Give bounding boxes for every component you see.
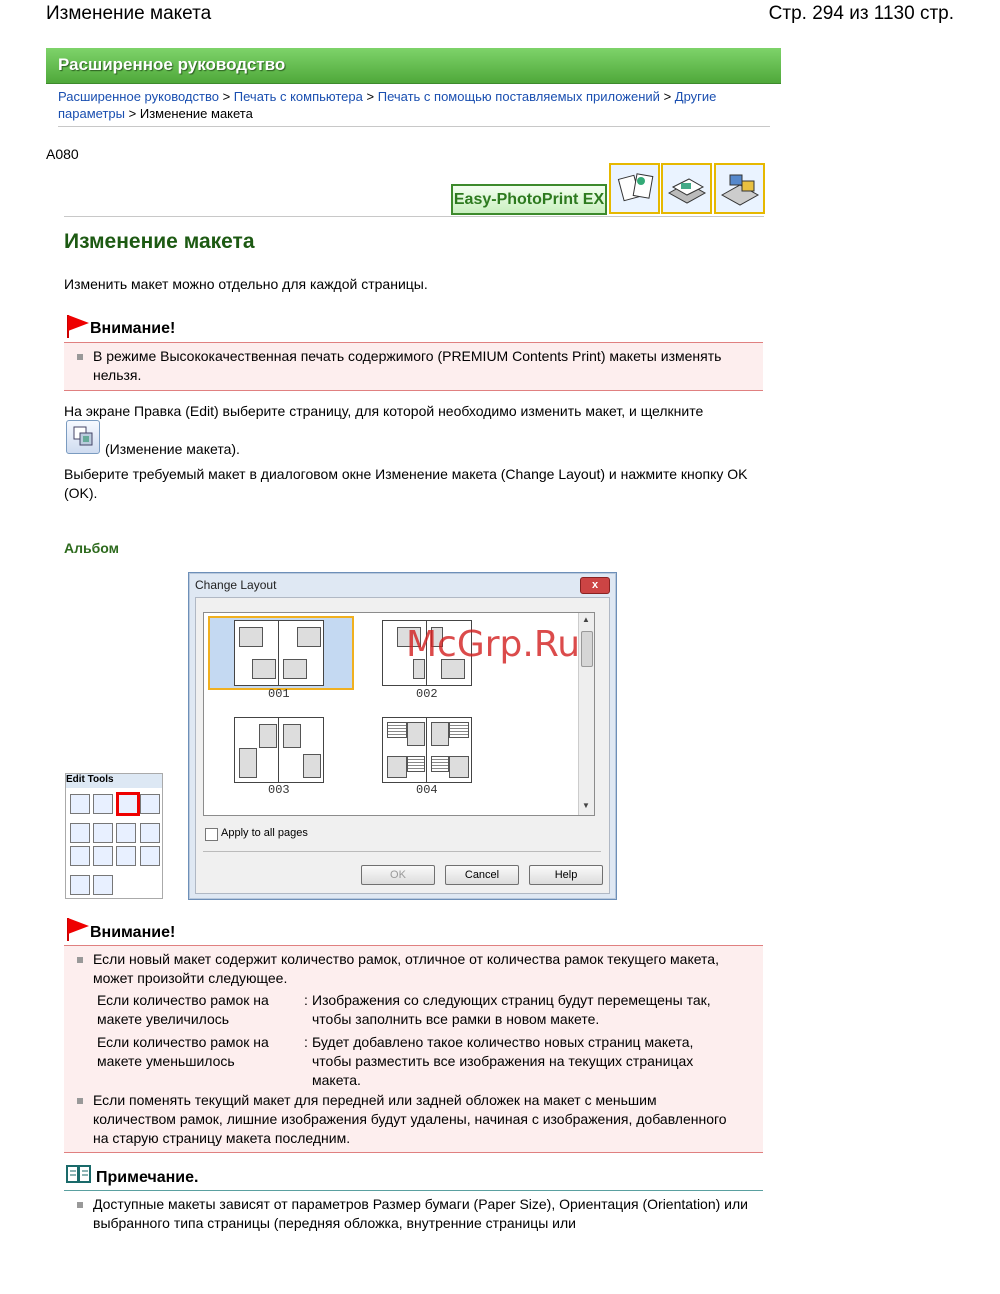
photo-frame: [283, 724, 301, 748]
photo-frame: [239, 748, 257, 778]
step-text-icon-caption: (Изменение макета).: [105, 441, 240, 457]
result-increased: Изображения со следующих страниц будут перемещены так, чтобы заполнить все рамки в новом макете.: [312, 992, 711, 1027]
apply-all-checkbox[interactable]: [205, 828, 218, 841]
tool-button[interactable]: [116, 846, 136, 866]
photo-frame: [259, 724, 277, 748]
breadcrumb-current: Изменение макета: [139, 106, 253, 121]
text-frame: [431, 756, 449, 772]
text-frame: [449, 722, 469, 738]
tool-button[interactable]: [70, 823, 90, 843]
breadcrumb-link-advanced-guide[interactable]: Расширенное руководство: [58, 89, 219, 104]
apply-all-label: Apply to all pages: [221, 827, 308, 839]
warning-box: [64, 945, 763, 1153]
divider: [203, 851, 601, 852]
scroll-down-icon[interactable]: ▼: [582, 801, 590, 810]
red-flag-icon: [66, 313, 90, 344]
page-counter: Стр. 294 из 1130 стр.: [768, 3, 954, 24]
section-banner: [46, 48, 781, 84]
photo-frame: [283, 659, 307, 679]
breadcrumb-link-other-settings[interactable]: Другие параметры: [58, 89, 717, 121]
easy-photoprint-logo: Easy-PhotoPrint EX: [451, 184, 607, 215]
photo-frame: [303, 754, 321, 778]
photo-frame: [431, 722, 449, 746]
breadcrumb-separator: >: [128, 106, 137, 121]
scroll-up-icon[interactable]: ▲: [582, 615, 590, 624]
warning-heading: Внимание!: [90, 924, 176, 941]
scrollbar-thumb[interactable]: [581, 631, 593, 667]
layout-label: 002: [416, 687, 438, 701]
tool-button[interactable]: [93, 794, 113, 814]
photo-frame: [387, 756, 407, 778]
bullet-icon: [77, 354, 83, 360]
breadcrumb-link-print-from-computer[interactable]: Печать с компьютера: [233, 89, 363, 104]
change-layout-dialog: [188, 572, 617, 900]
step-text: Выберите требуемый макет в диалоговом окне Изменение макета (Change Layout) и нажмите кнопку OK (OK).: [64, 466, 748, 501]
breadcrumb-separator: >: [663, 89, 672, 104]
tool-button[interactable]: [70, 794, 90, 814]
dialog-close-button[interactable]: x: [580, 577, 610, 594]
edit-tools-panel: [65, 773, 163, 899]
section-heading-album: Альбом: [64, 540, 119, 556]
spine-line: [278, 621, 279, 685]
note-box: [64, 1190, 763, 1241]
divider: [64, 216, 764, 217]
photo-frame: [297, 627, 321, 647]
layout-label: 004: [416, 783, 438, 797]
bullet-icon: [77, 1202, 83, 1208]
text-frame: [407, 756, 425, 772]
banner-title: Расширенное руководство: [58, 55, 286, 74]
page-header-title: Изменение макета: [46, 3, 212, 24]
text-tool-button[interactable]: [70, 875, 90, 895]
book-icon: [66, 1164, 92, 1189]
warning-box: [64, 342, 763, 391]
divider: [58, 126, 770, 127]
ok-button[interactable]: OK: [361, 865, 435, 885]
document-id: A080: [46, 146, 79, 162]
photo-frame: [407, 722, 425, 746]
warning-text: Если новый макет содержит количество рамок, отличное от количества рамок текущего макета, может произойти следующее.: [93, 951, 719, 986]
step-text: На экране Правка (Edit) выберите страницу, для которой необходимо изменить макет, и щелкните: [64, 403, 704, 419]
tool-button[interactable]: [70, 846, 90, 866]
red-flag-icon: [66, 916, 90, 947]
cancel-button[interactable]: Cancel: [445, 865, 519, 885]
layout-list-scrollbar[interactable]: [578, 613, 594, 815]
stickers-icon: [714, 163, 765, 214]
change-layout-tool-button[interactable]: [116, 792, 140, 816]
photo-print-icon: [661, 163, 712, 214]
breadcrumb: [58, 88, 768, 122]
bullet-icon: [77, 957, 83, 963]
layout-label: 001: [268, 687, 290, 701]
text-tool-button[interactable]: [93, 875, 113, 895]
layout-label: 003: [268, 783, 290, 797]
result-decreased: Будет добавлено такое количество новых страниц макета, чтобы разместить все изображения на текущих страницах макета.: [312, 1034, 694, 1088]
condition-decreased: Если количество рамок на макете уменьшилось: [97, 1034, 269, 1069]
layout-thumbnail-001[interactable]: [234, 620, 324, 686]
layout-thumbnail-003[interactable]: [234, 717, 324, 783]
note-text: Доступные макеты зависят от параметров Размер бумаги (Paper Size), Ориентация (Orientation) или выбранного типа страницы (передняя обложка, внутренние страницы или: [93, 1196, 748, 1231]
change-layout-icon: [66, 420, 100, 454]
warning-text: Если поменять текущий макет для передней или задней обложек на макет с меньшим количеством рамок, лишние изображения будут удалены, начиная с изображения, добавленного на старую страницу макета последним.: [93, 1092, 727, 1146]
tool-button[interactable]: [93, 846, 113, 866]
help-button[interactable]: Help: [529, 865, 603, 885]
dialog-title: Change Layout: [195, 578, 277, 592]
watermark: McGrp.Ru: [406, 624, 581, 665]
tool-button[interactable]: [93, 823, 113, 843]
photo-frame: [449, 756, 469, 778]
condition-increased: Если количество рамок на макете увеличилось: [97, 992, 269, 1027]
layout-thumbnail-004[interactable]: [382, 717, 472, 783]
tool-button[interactable]: [140, 823, 160, 843]
breadcrumb-separator: >: [366, 89, 375, 104]
bullet-icon: [77, 1098, 83, 1104]
colon: :: [304, 992, 308, 1008]
spine-line: [426, 718, 427, 782]
tool-button[interactable]: [140, 794, 160, 814]
breadcrumb-link-print-with-apps[interactable]: Печать с помощью поставляемых приложений: [377, 89, 660, 104]
breadcrumb-separator: >: [222, 89, 231, 104]
warning-text: В режиме Высококачественная печать содержимого (PREMIUM Contents Print) макеты изменять нельзя.: [93, 348, 722, 383]
page-title: Изменение макета: [64, 230, 255, 253]
warning-heading: Внимание!: [90, 320, 176, 337]
note-heading: Примечание.: [96, 1169, 199, 1186]
photo-frame: [239, 627, 263, 647]
colon: :: [304, 1034, 308, 1050]
tool-button[interactable]: [116, 823, 136, 843]
edit-tools-title: Edit Tools: [66, 774, 162, 788]
album-icon: [609, 163, 660, 214]
photo-frame: [252, 659, 276, 679]
text-frame: [387, 722, 407, 738]
intro-text: Изменить макет можно отдельно для каждой страницы.: [64, 276, 428, 292]
spine-line: [278, 718, 279, 782]
tool-button[interactable]: [140, 846, 160, 866]
